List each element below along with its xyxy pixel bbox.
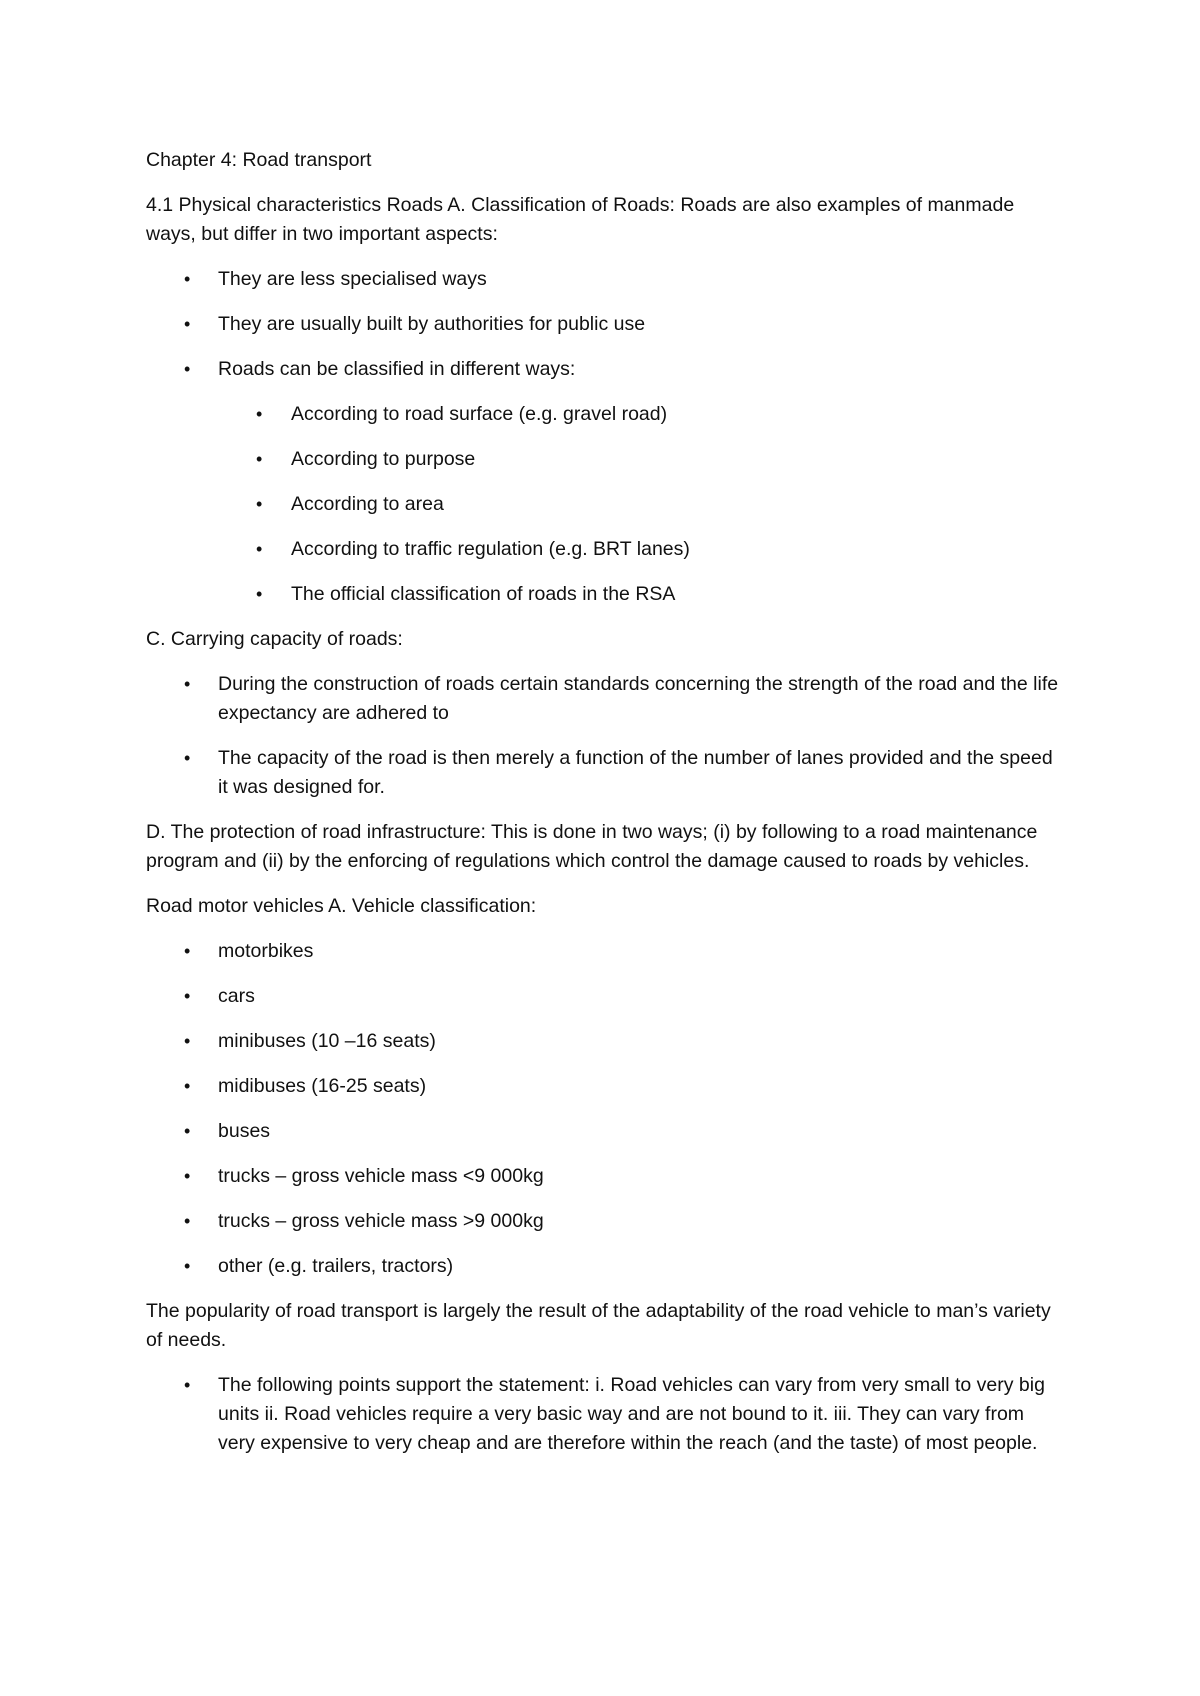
bullet-icon: • bbox=[256, 539, 263, 559]
bullet-icon: • bbox=[184, 269, 191, 289]
support-list bbox=[146, 1371, 1066, 1458]
list-item: • trucks – gross vehicle mass <9 000kg bbox=[146, 1162, 1066, 1191]
list-item: • According to area bbox=[146, 490, 1066, 519]
list-item: • buses bbox=[146, 1117, 1066, 1146]
document-page bbox=[146, 146, 1066, 1474]
vehicles-heading: Road motor vehicles A. Vehicle classification: bbox=[146, 895, 537, 917]
popularity-paragraph: The popularity of road transport is largely the result of the adaptability of the road vehicle to man’s variety of needs. bbox=[146, 1300, 1051, 1351]
list-item: • The official classification of roads in the RSA bbox=[146, 580, 1066, 609]
bullet-icon: • bbox=[184, 314, 191, 334]
bullet-icon: • bbox=[184, 1121, 191, 1141]
bullet-icon: • bbox=[184, 1256, 191, 1276]
list-item: • other (e.g. trailers, tractors) bbox=[146, 1252, 1066, 1281]
bullet-icon: • bbox=[184, 359, 191, 379]
list-item: • According to traffic regulation (e.g. BRT lanes) bbox=[146, 535, 1066, 564]
list-item: • They are less specialised ways bbox=[146, 265, 1066, 294]
bullet-icon: • bbox=[184, 986, 191, 1006]
list-item: • They are usually built by authorities for public use bbox=[146, 310, 1066, 339]
list-item: • The following points support the statement: i. Road vehicles can vary from very small to very big units ii. Road vehicles require a very basic way and are not bound to it. iii. They can vary from very expensive to very cheap and are therefore within the reach (and the taste) of most people. bbox=[146, 1371, 1066, 1458]
list-item: • minibuses (10 –16 seats) bbox=[146, 1027, 1066, 1056]
list-item: • According to road surface (e.g. gravel road) bbox=[146, 400, 1066, 429]
list-item: • trucks – gross vehicle mass >9 000kg bbox=[146, 1207, 1066, 1236]
list-item: • midibuses (16-25 seats) bbox=[146, 1072, 1066, 1101]
list-item: • The capacity of the road is then merely a function of the number of lanes provided and the speed it was designed for. bbox=[146, 744, 1066, 802]
bullet-icon: • bbox=[184, 1076, 191, 1096]
bullet-icon: • bbox=[256, 449, 263, 469]
intro-paragraph: 4.1 Physical characteristics Roads A. Classification of Roads: Roads are also examples of manmade ways, but differ in two important aspects: bbox=[146, 194, 1015, 245]
capacity-list bbox=[146, 670, 1066, 802]
list-item: • motorbikes bbox=[146, 937, 1066, 966]
list-item: • During the construction of roads certain standards concerning the strength of the road and the life expectancy are adhered to bbox=[146, 670, 1066, 728]
bullet-icon: • bbox=[184, 1166, 191, 1186]
classification-list bbox=[146, 265, 1066, 384]
chapter-title: Chapter 4: Road transport bbox=[146, 149, 372, 171]
bullet-icon: • bbox=[184, 1211, 191, 1231]
bullet-icon: • bbox=[256, 584, 263, 604]
list-item: • According to purpose bbox=[146, 445, 1066, 474]
classification-ways-list bbox=[146, 400, 1066, 609]
protection-paragraph: D. The protection of road infrastructure: This is done in two ways; (i) by following to a road maintenance program and (ii) by the enforcing of regulations which control the damage caused to roads by vehicles. bbox=[146, 821, 1038, 872]
capacity-heading: C. Carrying capacity of roads: bbox=[146, 628, 403, 650]
bullet-icon: • bbox=[184, 941, 191, 961]
list-item: • cars bbox=[146, 982, 1066, 1011]
bullet-icon: • bbox=[184, 1031, 191, 1051]
bullet-icon: • bbox=[256, 404, 263, 424]
list-item: • Roads can be classified in different ways: bbox=[146, 355, 1066, 384]
bullet-icon: • bbox=[184, 1375, 191, 1395]
bullet-icon: • bbox=[256, 494, 263, 514]
bullet-icon: • bbox=[184, 674, 191, 694]
bullet-icon: • bbox=[184, 748, 191, 768]
vehicle-list bbox=[146, 937, 1066, 1281]
